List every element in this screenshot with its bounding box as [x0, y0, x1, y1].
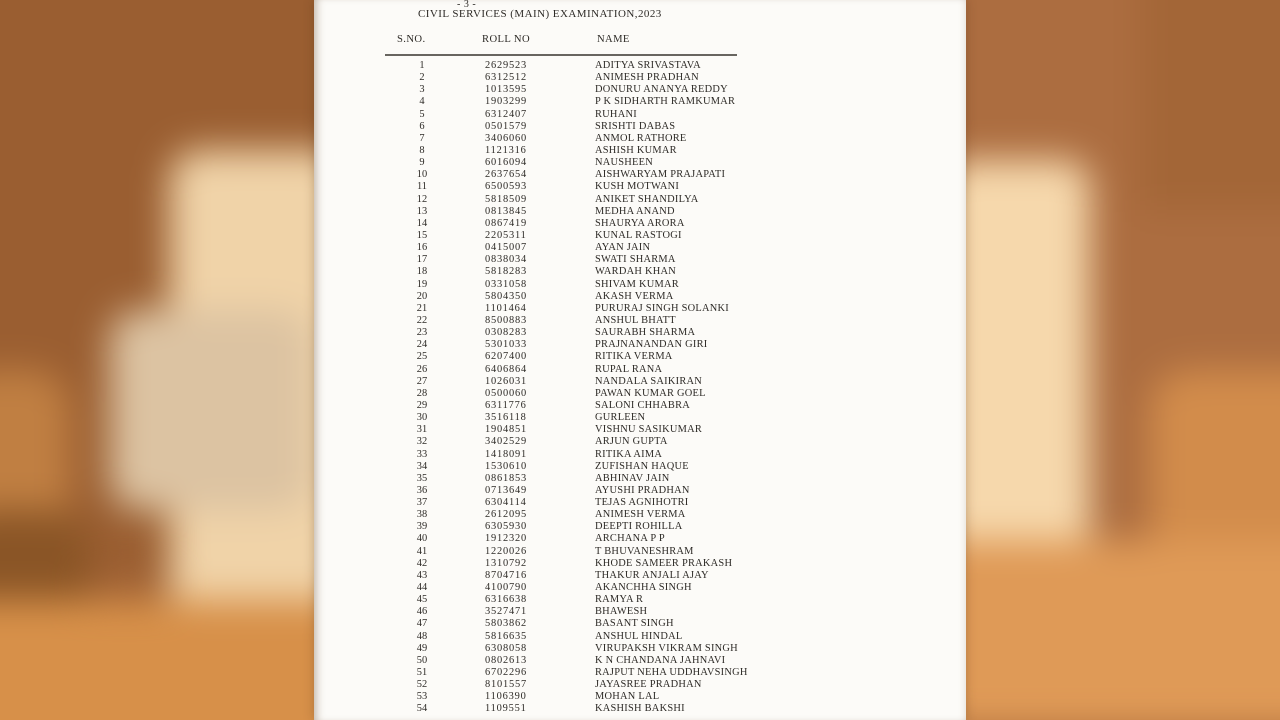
table-row [314, 461, 966, 473]
name-cell: ZUFISHAN HAQUE [595, 460, 689, 472]
sno-cell: 47 [416, 618, 428, 630]
roll-cell: 6406864 [485, 363, 527, 375]
roll-cell: 0331058 [485, 278, 527, 290]
roll-cell: 0713649 [485, 484, 527, 496]
table-row [314, 376, 966, 388]
name-cell: VISHNU SASIKUMAR [595, 424, 703, 436]
sno-cell: 30 [416, 412, 428, 424]
sno-cell: 21 [416, 302, 428, 314]
name-cell: RAMYA R [595, 594, 644, 606]
roll-cell: 6308058 [485, 642, 527, 654]
roll-cell: 6304114 [485, 497, 527, 509]
name-cell: RAJPUT NEHA UDDHAVSINGH [595, 667, 748, 679]
roll-cell: 1101464 [485, 302, 527, 314]
name-cell: ANIMESH VERMA [595, 509, 686, 521]
name-cell: SHIVAM KUMAR [595, 278, 679, 290]
roll-cell: 2629523 [485, 60, 527, 71]
roll-cell: 6305930 [485, 521, 527, 533]
table-row [314, 424, 966, 436]
roll-cell: 0308283 [485, 327, 527, 339]
roll-cell: 4100790 [485, 582, 527, 594]
roll-cell: 0501579 [485, 120, 527, 132]
name-cell: DONURU ANANYA REDDY [595, 84, 728, 96]
roll-cell: 6316638 [485, 594, 527, 606]
table-row [314, 133, 966, 145]
roll-cell: 5803862 [485, 618, 527, 630]
table-row [314, 558, 966, 570]
table-row [314, 194, 966, 206]
roll-cell: 2612095 [485, 509, 527, 521]
roll-cell: 6312512 [485, 72, 527, 84]
sno-cell: 48 [416, 630, 428, 642]
name-cell: AYAN JAIN [595, 242, 651, 254]
roll-cell: 3527471 [485, 606, 527, 618]
name-cell: NAUSHEEN [595, 157, 653, 169]
roll-cell: 0867419 [485, 217, 527, 229]
name-cell: MEDHA ANAND [595, 205, 675, 217]
roll-cell: 1109551 [485, 703, 527, 715]
table-row [314, 206, 966, 218]
sno-cell: 5 [419, 108, 425, 120]
table-row [314, 339, 966, 351]
sno-cell: 25 [416, 351, 428, 363]
roll-cell: 1026031 [485, 375, 527, 387]
sno-cell: 13 [416, 205, 428, 217]
roll-cell: 1903299 [485, 96, 527, 108]
table-row [314, 655, 966, 667]
roll-cell: 8704716 [485, 569, 527, 581]
roll-cell: 1220026 [485, 545, 527, 557]
table-row [314, 327, 966, 339]
sno-cell: 28 [416, 387, 428, 399]
table-row [314, 291, 966, 303]
roll-cell: 5818509 [485, 193, 527, 205]
name-cell: ANMOL RATHORE [595, 132, 687, 144]
sno-cell: 19 [416, 278, 428, 290]
table-row [314, 266, 966, 278]
name-cell: VIRUPAKSH VIKRAM SINGH [595, 642, 738, 654]
name-cell: GURLEEN [595, 412, 646, 424]
name-cell: AISHWARYAM PRAJAPATI [595, 169, 726, 181]
sno-cell: 9 [419, 157, 425, 169]
table-row [314, 351, 966, 363]
roll-cell: 0415007 [485, 242, 527, 254]
name-cell: ANIMESH PRADHAN [595, 72, 699, 84]
sno-cell: 36 [416, 484, 428, 496]
table-row [314, 157, 966, 169]
name-cell: PAWAN KUMAR GOEL [595, 387, 706, 399]
sno-cell: 35 [416, 472, 428, 484]
table-row [314, 594, 966, 606]
roll-cell: 6312407 [485, 108, 527, 120]
table-row [314, 84, 966, 96]
table-row [314, 521, 966, 533]
name-cell: KUNAL RASTOGI [595, 229, 682, 241]
table-row [314, 242, 966, 254]
name-cell: SAURABH SHARMA [595, 327, 696, 339]
name-cell: PURURAJ SINGH SOLANKI [595, 302, 729, 314]
column-header-name: NAME [597, 34, 630, 45]
sno-cell: 41 [416, 545, 428, 557]
document-page [314, 0, 966, 720]
sno-cell: 3 [419, 84, 425, 96]
table-row [314, 315, 966, 327]
document-title: CIVIL SERVICES (MAIN) EXAMINATION,2023 [418, 8, 662, 20]
background-blob [1140, 0, 1280, 210]
name-cell: SRISHTI DABAS [595, 120, 676, 132]
name-cell: BASANT SINGH [595, 618, 674, 630]
roll-cell: 1912320 [485, 533, 527, 545]
name-cell: SWATI SHARMA [595, 254, 676, 266]
name-cell: K N CHANDANA JAHNAVI [595, 654, 726, 666]
sno-cell: 22 [416, 314, 428, 326]
sno-cell: 15 [416, 229, 428, 241]
name-cell: TEJAS AGNIHOTRI [595, 497, 689, 509]
sno-cell: 53 [416, 691, 428, 703]
sno-cell: 4 [419, 96, 425, 108]
table-row [314, 497, 966, 509]
name-cell: DEEPTI ROHILLA [595, 521, 683, 533]
table-row [314, 473, 966, 485]
name-cell: RITIKA AIMA [595, 448, 663, 460]
sno-cell: 31 [416, 424, 428, 436]
header-divider-line [385, 54, 737, 56]
table-row [314, 96, 966, 108]
sno-cell: 51 [416, 667, 428, 679]
roll-cell: 1530610 [485, 460, 527, 472]
name-cell: WARDAH KHAN [595, 266, 676, 278]
roll-cell: 1121316 [485, 144, 527, 156]
sno-cell: 32 [416, 436, 428, 448]
table-row [314, 121, 966, 133]
roll-cell: 1310792 [485, 557, 527, 569]
table-row [314, 254, 966, 266]
table-row [314, 279, 966, 291]
results-table [314, 60, 966, 716]
roll-cell: 8101557 [485, 679, 527, 691]
name-cell: RITIKA VERMA [595, 351, 673, 363]
sno-cell: 1 [419, 60, 425, 71]
sno-cell: 42 [416, 557, 428, 569]
roll-cell: 5804350 [485, 290, 527, 302]
table-row [314, 109, 966, 121]
name-cell: AYUSHI PRADHAN [595, 484, 690, 496]
name-cell: T BHUVANESHRAM [595, 545, 694, 557]
sno-cell: 43 [416, 569, 428, 581]
name-cell: ASHISH KUMAR [595, 144, 677, 156]
sno-cell: 20 [416, 290, 428, 302]
sno-cell: 40 [416, 533, 428, 545]
sno-cell: 52 [416, 679, 428, 691]
table-row [314, 145, 966, 157]
sno-cell: 10 [416, 169, 428, 181]
table-row [314, 303, 966, 315]
name-cell: ADITYA SRIVASTAVA [595, 60, 701, 71]
roll-cell: 3402529 [485, 436, 527, 448]
roll-cell: 3406060 [485, 132, 527, 144]
table-row [314, 691, 966, 703]
table-row [314, 582, 966, 594]
roll-cell: 0838034 [485, 254, 527, 266]
table-row [314, 60, 966, 72]
table-row [314, 485, 966, 497]
name-cell: AKANCHHA SINGH [595, 582, 692, 594]
table-row [314, 606, 966, 618]
column-header-roll: ROLL NO [482, 34, 531, 45]
sno-cell: 11 [416, 181, 427, 193]
roll-cell: 1904851 [485, 424, 527, 436]
sno-cell: 24 [416, 339, 428, 351]
background-blob [930, 540, 1280, 720]
name-cell: KUSH MOTWANI [595, 181, 680, 193]
name-cell: RUHANI [595, 108, 637, 120]
table-row [314, 449, 966, 461]
sno-cell: 45 [416, 594, 428, 606]
name-cell: THAKUR ANJALI AJAY [595, 569, 709, 581]
roll-cell: 5301033 [485, 339, 527, 351]
table-row [314, 181, 966, 193]
sno-cell: 6 [419, 120, 425, 132]
roll-cell: 0500060 [485, 387, 527, 399]
table-row [314, 570, 966, 582]
sno-cell: 12 [416, 193, 428, 205]
name-cell: ARJUN GUPTA [595, 436, 668, 448]
name-cell: NANDALA SAIKIRAN [595, 375, 703, 387]
name-cell: ANIKET SHANDILYA [595, 193, 699, 205]
table-row [314, 72, 966, 84]
table-row [314, 618, 966, 630]
sno-cell: 49 [416, 642, 428, 654]
name-cell: PRAJNANANDAN GIRI [595, 339, 708, 351]
roll-cell: 5816635 [485, 630, 527, 642]
sno-cell: 27 [416, 375, 428, 387]
name-cell: KHODE SAMEER PRAKASH [595, 557, 733, 569]
roll-cell: 0813845 [485, 205, 527, 217]
sno-cell: 26 [416, 363, 428, 375]
roll-cell: 1013595 [485, 84, 527, 96]
table-row [314, 400, 966, 412]
name-cell: BHAWESH [595, 606, 648, 618]
name-cell: ABHINAV JAIN [595, 472, 670, 484]
table-row [314, 533, 966, 545]
roll-cell: 6311776 [485, 399, 527, 411]
column-header-sno: S.NO. [397, 34, 426, 45]
table-row [314, 388, 966, 400]
roll-cell: 8500883 [485, 314, 527, 326]
table-row [314, 703, 966, 715]
background-blob [110, 310, 310, 510]
sno-cell: 14 [416, 217, 428, 229]
table-row [314, 169, 966, 181]
sno-cell: 44 [416, 582, 428, 594]
name-cell: SALONI CHHABRA [595, 399, 691, 411]
sno-cell: 33 [416, 448, 428, 460]
table-row [314, 546, 966, 558]
name-cell: KASHISH BAKSHI [595, 703, 685, 715]
sno-cell: 50 [416, 654, 428, 666]
sno-cell: 16 [416, 242, 428, 254]
roll-cell: 1418091 [485, 448, 527, 460]
table-row [314, 364, 966, 376]
sno-cell: 7 [419, 132, 425, 144]
name-cell: MOHAN LAL [595, 691, 660, 703]
sno-cell: 46 [416, 606, 428, 618]
sno-cell: 17 [416, 254, 428, 266]
roll-cell: 3516118 [485, 412, 527, 424]
roll-cell: 1106390 [485, 691, 527, 703]
table-row [314, 509, 966, 521]
sno-cell: 34 [416, 460, 428, 472]
sno-cell: 54 [416, 703, 428, 715]
name-cell: RUPAL RANA [595, 363, 663, 375]
name-cell: P K SIDHARTH RAMKUMAR [595, 96, 736, 108]
table-row [314, 436, 966, 448]
table-row [314, 667, 966, 679]
roll-cell: 6016094 [485, 157, 527, 169]
sno-cell: 37 [416, 497, 428, 509]
table-row [314, 679, 966, 691]
name-cell: AKASH VERMA [595, 290, 674, 302]
sno-cell: 18 [416, 266, 428, 278]
table-row [314, 643, 966, 655]
sno-cell: 23 [416, 327, 428, 339]
table-row [314, 230, 966, 242]
name-cell: SHAURYA ARORA [595, 217, 685, 229]
name-cell: ANSHUL HINDAL [595, 630, 683, 642]
roll-cell: 6702296 [485, 667, 527, 679]
name-cell: JAYASREE PRADHAN [595, 679, 702, 691]
sno-cell: 39 [416, 521, 428, 533]
roll-cell: 6500593 [485, 181, 527, 193]
page-number: - 3 - [457, 0, 477, 10]
sno-cell: 8 [419, 144, 425, 156]
roll-cell: 2205311 [485, 229, 527, 241]
roll-cell: 0802613 [485, 654, 527, 666]
roll-cell: 5818283 [485, 266, 527, 278]
roll-cell: 6207400 [485, 351, 527, 363]
name-cell: ARCHANA P P [595, 533, 665, 545]
roll-cell: 0861853 [485, 472, 527, 484]
sno-cell: 2 [419, 72, 425, 84]
name-cell: ANSHUL BHATT [595, 314, 676, 326]
table-row [314, 412, 966, 424]
table-row [314, 631, 966, 643]
roll-cell: 2637654 [485, 169, 527, 181]
sno-cell: 29 [416, 399, 428, 411]
table-row [314, 218, 966, 230]
sno-cell: 38 [416, 509, 428, 521]
